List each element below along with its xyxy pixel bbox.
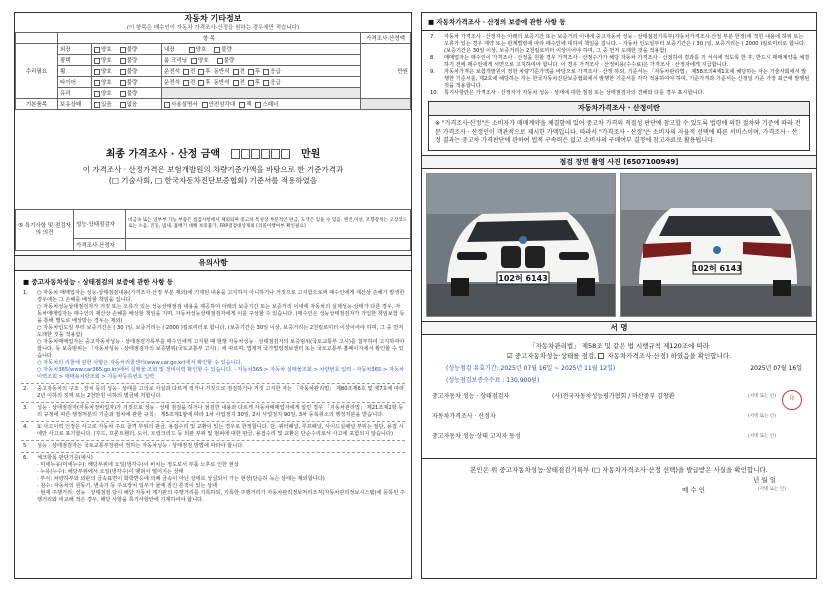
- receipt-text: 본인은 위 중고자동차성능·상태점검기록부 (□ 자동차가격조사·산정 선택)을 발급받은 사실을 확인합니다.: [470, 465, 768, 474]
- sign-date: 2025년 07월 16일: [750, 364, 802, 372]
- list-item: ○ 자동차인도일 부터 보증기간은 ( 30 )일, 보증거리는 ( 2000 )킬로미터로 합니다. (보증기간은 30일 이상, 보증거리는 2천킬로미터 이상이어야 하며, 그 중 먼저 도래한 것을 적용함): [37, 325, 404, 338]
- price-digit-box[interactable]: [241, 149, 250, 159]
- checkbox[interactable]: [183, 80, 189, 86]
- appraiser-label: 자동차가격조사 · 산정자: [432, 412, 496, 420]
- checkbox[interactable]: [248, 69, 254, 75]
- notifier-label: 중고자동차 성능·상태 고지자 동성: [432, 432, 521, 440]
- list-item: · 누유(누수): 해당부위에서 오일(냉각수)이 맺혀서 떨어지는 상태: [37, 469, 184, 475]
- inspection-photos: [422, 169, 816, 321]
- car365-link[interactable]: ○ 자동차365(www.car365.go.kr)에서 실매물 조회 및 정비이력 확인할 수 있습니다. - 자동차365 > 자동차 실매물조회 > 차량번호 입력 - 자동차365 > 자동차 이력조회 > 매매용차량조회 > 자동차등록번호 입력: [37, 367, 404, 380]
- appraisal-checkbox[interactable]: [598, 353, 604, 359]
- checkbox[interactable]: [189, 47, 195, 53]
- inspector-seal-icon: 印: [782, 390, 802, 410]
- row-name: 휠: [58, 66, 92, 77]
- list-item: 8. 매매업자는 매수인이 가격조사 · 산정을 원할 경우 가격조사 · 산정수가가 해당 자동차 가격조사 · 산정하여 결과를 기 서식에 적도록 한 후, 반드시 매매계약을 체결하기 전에 매수인에게 서면으로 고지하여야 합니다. 이 경우 가격조사 · 산정비용(수수료)은 가격조사 · 산정자에게 지급합니다.: [430, 55, 810, 68]
- checkbox[interactable]: [120, 80, 126, 86]
- caution-items: [15, 290, 411, 504]
- photo-head: 점검 장면 촬영 사진 [6507100949]: [422, 155, 816, 169]
- caution-section: [15, 255, 411, 504]
- receipt-box: [422, 458, 816, 503]
- row-name: 외장: [58, 44, 92, 55]
- checkbox[interactable]: [233, 80, 239, 86]
- appraiser-sign-note: (서명 또는 인): [747, 413, 776, 419]
- checkbox[interactable]: [263, 80, 269, 86]
- price-digit-box[interactable]: [281, 149, 290, 159]
- list-item: · 부식: 차량하부와 외판의 금속표면이 화학반응에 의해 금속이 아닌 상태로 상실되어 가는 현상(단순히 녹슨 상태는 제외합니다): [37, 476, 325, 482]
- price-digit-box[interactable]: [251, 149, 260, 159]
- left-column: [14, 12, 412, 579]
- inspector-label: 중고자동차 성능 · 상태점검자: [432, 392, 510, 400]
- checkbox[interactable]: [120, 102, 126, 108]
- checkbox[interactable]: [233, 69, 239, 75]
- list-item: 3. 성능 · 상태점검자(자동차정비업자)가 거짓으로 성능 · 상태 점검을 하거나 점검한 내용과 다르게 자동차매매업자에게 알린 경우 「자동차관리법」 제21조제2항 등의 규정에 따른 행정처분의 기준과 절차에 관한 규칙」 제5조제1항에 따라 1차 사업정지 30일, 2차 사업정지 90일, 3차 등록취소의 행정처분을 받습니다.: [23, 405, 404, 418]
- row-name: 광택: [58, 55, 92, 66]
- checkbox[interactable]: [183, 69, 189, 75]
- repair-label: 수리필요: [16, 44, 58, 99]
- rear-car-illustration: [621, 174, 812, 317]
- other-info-subtitle: (이 항목은 매수인이 자동차 가격조사·산정을 원하는 경우에만 적습니다): [126, 25, 300, 31]
- checkbox[interactable]: [94, 102, 100, 108]
- final-price-title: 최종 가격조사 · 산정 금액: [105, 149, 221, 160]
- checkbox[interactable]: [198, 80, 204, 86]
- checkbox[interactable]: [94, 58, 100, 64]
- col-price-header: 가격조사·산정액: [361, 33, 411, 44]
- checkbox[interactable]: [239, 102, 245, 108]
- checkbox[interactable]: [120, 69, 126, 75]
- list-item: · 침수: 자동차의 원동기, 변속기 등 주요장치 일부가 물에 잠긴 흔적이 있는 상태: [37, 483, 218, 489]
- checkbox[interactable]: [263, 69, 269, 75]
- price-standard-text: (□ 기술사회, □ 한국자동차진단보증협회) 기준서를 적용하였음: [108, 176, 318, 185]
- row-name: 타이어: [58, 77, 92, 88]
- notifier-row: [432, 432, 806, 452]
- right-column: [421, 12, 817, 579]
- list-item: 5. 성능 · 상태점검자는 국토교통부장관이 정하는 자동차성능 · 상태점검 방법에 따라야 합니다.: [23, 443, 244, 449]
- list-item: 1. ○ 자동차 매매업자는 성능·상태점검내용(가격조사·산정 부분 제외)에 기재된 내용을 고지하지 아니하거나 거짓으로 고지함으로써 매수인에게 재산상 손해가 발생한 경우에는 그 손해를 배상할 책임을 집니다.: [23, 290, 405, 303]
- checkbox[interactable]: [120, 58, 126, 64]
- list-item: ○ 자동차매매업자는 중고자동차성능 · 상태점검기록부를 매수인에게 고지할 때 현행 자동차성능 · 상태점검자의 보증범위(국토교통부 고시)를 첨부하여 고지하여야 합니다. 동 보증범위는 「자동차성능 · 상태점검자의 보증범위(국토교통부 고시)」에 따르며, 법제처 국가법령정보센터 또는 국토교통부 홈페이지에서 확인할 수 있습니다.: [37, 339, 405, 359]
- front-car-illustration: [427, 174, 616, 317]
- checkbox[interactable]: [191, 58, 197, 64]
- other-info-table: 항 목 가격조사·산정액 수리필요 외장 양호 불량 내장 양호 불량 만원 광택 양호 불량 룸 크리닝 양호 불량 휠 양호 불량 운전석 전 후 동반석 전 후 응급 타이어 양호 불량 운전석 전 후 동반석 전 후 응급 유리 양호 불량 기본품목 보유상태 있음 없음 사용설명서 안전삼각대 잭 스패너: [15, 32, 411, 110]
- checkbox[interactable]: [217, 58, 223, 64]
- checkbox[interactable]: [94, 91, 100, 97]
- price-basis-text: 이 가격조사 · 산정가격은 보험개발원의 차량기준가액을 바탕으로 한 기준가격과: [82, 165, 344, 174]
- rear-car-photo: [620, 173, 812, 317]
- caution-head: 유의사항: [15, 255, 411, 271]
- list-item: ○ 자동차성능상태점검자가 거짓 또는 오류가 있는 성능상태점검 내용을 제공하여 아래의 보증기간 또는 보증거리 이내에 자동차의 실제성능·상태가 다른 경우, 자동차매매업자는 매수인의 재산상 손해를 배상할 책임을 지며, 자동차성능상태점검자에게 이를 구상할 수 있습니다. (매수인은 성능상태점검자가 가입한 책임보험 등을 통해 별도로 배상받는 경우는 제외): [37, 304, 405, 324]
- checkbox[interactable]: [94, 80, 100, 86]
- inspector-row: [432, 392, 806, 412]
- performance-check-icon[interactable]: ☑: [506, 351, 513, 360]
- rear-plate-number: 102허 6143: [692, 263, 742, 273]
- buyer-label: 매 수 인: [682, 485, 705, 494]
- checkbox[interactable]: [198, 69, 204, 75]
- checkbox[interactable]: [94, 69, 100, 75]
- recall-link[interactable]: ○ 자동차의 리콜에 관한 사항은 자동차리콜센터(www.car.go.kr)에서 확인할 수 있습니다.: [37, 360, 243, 366]
- row-name: 유리: [58, 88, 92, 99]
- checkbox[interactable]: [164, 102, 170, 108]
- opinion-text: 비금속 또는 일부부 가능 부품은 점검사항에서 제외되며 중고차 특성상 부분적인 판금, 도색은 있을 수 있음. 엔진,미션, 조향장치는 고장코드로는 소음, 진동, 냄새, 흡배기 대해 보증불가, FRP점검대상제외 [리콜이행여부 확인필요]: [126, 210, 411, 239]
- list-item: 2. 중고자동차의 구조 · 장치 등의 성능 · 상태를 고의로 사실과 다르게 적거나 거짓으로 점검하거나 거짓 고지한 자는 「자동차관리법」 제80조제6호 및 제7호에 따라 2년 이하의 징역 또는 2천만원 이하의 벌금에 처합니다.: [23, 386, 405, 399]
- list-item: 4. ① 사고이력 인정은 사고로 자동차 주요 골격 부위의 판금, 용접수리 및 교환이 있는 경우로 한정합니다. 단, 쿼터패널, 루프패널, 사이드실패널 부위는 절단, 용접 시에만 사고로 표기합니다. (후드, 프론트휀더, 도어, 트렁크리드 등 외판 부위 및 범퍼에 대한 판금, 용접수리 및 교환은 단순수리로서 사고에 포함되지 않습니다): [23, 424, 404, 437]
- final-price-row: [15, 145, 411, 160]
- appraisal-guarantee-head: ■ 자동차가격조사 · 산정의 보증에 관한 사항 등: [422, 13, 816, 31]
- final-price-block: [15, 139, 411, 207]
- opinion-section: [15, 209, 411, 251]
- basic-label: 기본품목: [16, 99, 58, 110]
- appraisal-explain-head: 자동차가격조사 · 산정이란: [429, 102, 809, 116]
- checkbox[interactable]: [248, 80, 254, 86]
- law-check-line: ☑ 중고자동차성능·상태를 점검, 자동차가격조사·산정) 하였음을 확인합니다.: [506, 351, 732, 360]
- validity-row: [432, 364, 806, 384]
- appraisal-items: [422, 31, 816, 97]
- caution-title: ■ 중고자동차성능 · 상태점검의 보증에 관한 사항 등: [23, 278, 174, 286]
- front-plate-number: 102허 6143: [498, 273, 548, 283]
- price-digit-box[interactable]: [231, 149, 240, 159]
- list-item: · 미세누유(미세누수): 해당부위에 오일(냉각수)이 비치는 정도로서 부품 노후로 인한 현상: [37, 462, 239, 468]
- fee-text: (성능점검보증수수료 : 130,900원): [446, 376, 540, 384]
- checkbox[interactable]: [255, 102, 261, 108]
- opinion-label: ⑤ 특기사항 및 점검자의 의견: [16, 210, 74, 251]
- price-won: 만원: [361, 44, 411, 99]
- list-item: 7. 자동차 가격조사 · 산정자는 아래의 보증기간 또는 보증거리 이내에 중고자동차 성능 · 상태점검기록부(자동차가격조사·산정 부분 한정)에 적힌 내용에 허위 또는 오류가 있는 경우 계약 또는 관계법령에 따라 매수인에 대하여 책임을 집니다. - 자동차 인도일부터 보증기간은 ( 30 )일, 보증거리는 ( 2000 )킬로미터로 합니다. (보증기간은 30일 이상, 보증거리는 2천킬로미터 이상이어야 하며, 그 중 먼저 도래한 것을 적용함): [430, 34, 806, 54]
- receipt-date: 년 월 일: [753, 475, 776, 484]
- appraisal-explain-box: [428, 101, 810, 151]
- list-item: 10. 특기사항란은 가격조사 · 산정자가 자동차 성능 · 상태에 대한 점검 또는 상태점검자의 견해와 다를 경우 표시합니다.: [430, 90, 705, 96]
- buyer-sign-note: (서명 또는 인): [757, 486, 786, 492]
- opinion-inspector-label: 성능·상태점검자: [74, 210, 126, 239]
- list-item: · 현재 주행거리: 성능 · 상태점검 당시 해당 자동차 계기판의 주행거리를 기록하되, 기록한 주행거리가 자동차관리정보처리조직(자동차관리정보시스템)에 등록된 주행거리와 비교해 적은 경우, 해당 사항을 특기사항란에 기재하여야 합니다.: [37, 490, 405, 503]
- notifier-sign-note: (서명 또는 인): [747, 433, 776, 439]
- checkbox[interactable]: [94, 47, 100, 53]
- other-info-title: 자동차 기타정보: [184, 14, 242, 23]
- price-digit-box[interactable]: [271, 149, 280, 159]
- checkbox[interactable]: [120, 91, 126, 97]
- final-price-unit: 만원: [300, 149, 321, 160]
- signature-body: [422, 335, 816, 458]
- signature-head: 서 명: [422, 321, 816, 335]
- appraiser-row: [432, 412, 806, 432]
- buyer-row: [432, 485, 806, 497]
- checkbox[interactable]: [202, 102, 208, 108]
- checkbox[interactable]: [214, 47, 220, 53]
- col-item-header: 항 목: [58, 33, 361, 44]
- validity-text: (성능점검 유효기간: 2025년 07월 16일 ~ 2025년 11월 12일): [446, 364, 616, 372]
- inspector-name: (사)전국자동차성능평가협회 / 마산중부 김창환: [552, 392, 675, 400]
- inspector-sign-note: (서명 또는 인): [747, 393, 776, 399]
- basic-status: 보유상태: [58, 99, 92, 110]
- list-item: 9. 자동차가격은 보험개발원이 정한 차량기준가액을 바탕으로 가격조사 · 산정 하되, 기준서는 「자동차관리법」 제58조의4제1호에 해당하는 자는 기술사회에서 발행한 기준서를, 제2호에 해당하는 자는 한국자동차진단보증협회에서 발행한 기준서를 각각 적용하여야 하며, 기준가격과 기준서는 산정일 기준 가장 최근에 발행된 것을 적용합니다.: [430, 69, 810, 89]
- list-item: 6. 체크항목 판단기준(예시): [23, 455, 93, 461]
- appraisal-explain-text: ※ "가격조사·산정"은 소비자가 매매계약을 체결함에 있어 중고차 가격의 적절성 판단에 참고할 수 있도록 법령에 의한 절차와 기준에 따라 전문 가격조사 · 산정인이 객관적으로 제시한 가액입니다. 따라서 "가격조사 · 산정"은 소비자의 자율적 선택에 따른 서비스이며, 가격조사 · 산정 결과는 중고차 가격판단에 관하여 법적 구속력은 없고 소비자의 구매여부 결정에 참고자료로 활용됩니다.: [435, 120, 801, 144]
- law-text: 「자동차관리법」 제58조 및 같은 법 시행규칙 제120조에 따라: [529, 341, 709, 350]
- front-car-photo: [426, 173, 616, 317]
- price-digit-box[interactable]: [261, 149, 270, 159]
- opinion-appraiser-label: 가격조사·산정자: [74, 239, 126, 251]
- checkbox[interactable]: [120, 47, 126, 53]
